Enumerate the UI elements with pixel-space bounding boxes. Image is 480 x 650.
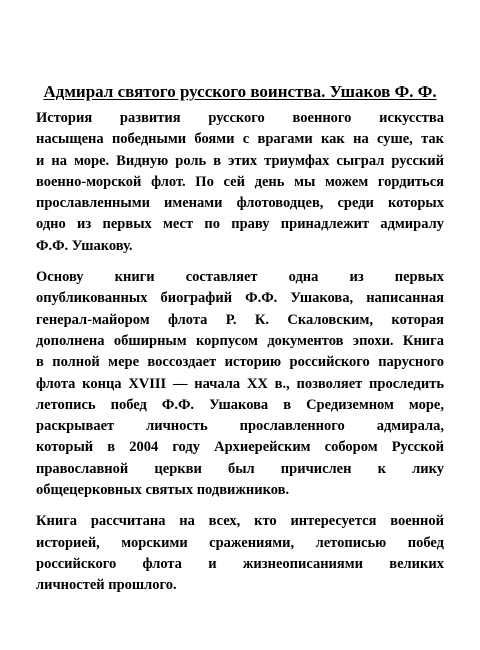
text-line: личностей прошлого.: [36, 577, 177, 594]
text-line: раскрывает личность прославленного адмирала,: [36, 418, 444, 435]
text-line: насыщена победными боями с врагами как на суше, так: [36, 131, 444, 148]
document-body: [36, 108, 444, 607]
text-line: в полной мере воссоздает историю российского парусного: [36, 354, 444, 371]
text-line: общецерковных святых подвижников.: [36, 482, 290, 499]
text-line: летопись побед Ф.Ф. Ушакова в Средиземном море,: [36, 396, 444, 413]
text-line: генерал-майором флота Р. К. Скаловским, которая: [36, 311, 444, 328]
text-line: флота конца XVIII — начала XX в., позволяет проследить: [36, 375, 444, 392]
text-line: одно из первых мест по праву принадлежит адмиралу: [36, 216, 444, 233]
text-line: Книга рассчитана на всех, кто интересуется военной: [36, 513, 444, 530]
text-line: прославленными именами флотоводцев, среди которых: [36, 195, 444, 212]
text-line: который в 2004 году Архиерейским собором Русской: [36, 439, 444, 456]
text-line: История развития русского военного искусства: [36, 110, 444, 126]
text-line: православной церкви был причислен к лику: [36, 460, 444, 477]
text-line: Ф.Ф. Ушакову.: [36, 237, 133, 254]
text-line: Основу книги составляет одна из первых: [36, 269, 444, 286]
text-line: и на море. Видную роль в этих триумфах сыграл русский: [36, 152, 444, 169]
paragraph-1: [36, 108, 444, 257]
text-line: опубликованных биографий Ф.Ф. Ушакова, написанная: [36, 290, 444, 307]
text-line: историей, морскими сражениями, летописью побед: [36, 534, 444, 551]
document-title: Адмирал святого русского воинства. Ушаков Ф. Ф.: [43, 82, 437, 101]
paragraph-3: [36, 511, 444, 596]
text-line: военно-морской флот. По сей день мы можем гордиться: [36, 173, 444, 190]
text-line: дополнена обширным корпусом документов эпохи. Книга: [36, 332, 444, 349]
paragraph-2: [36, 267, 444, 501]
text-line: российского флота и жизнеописаниями великих: [36, 555, 444, 572]
